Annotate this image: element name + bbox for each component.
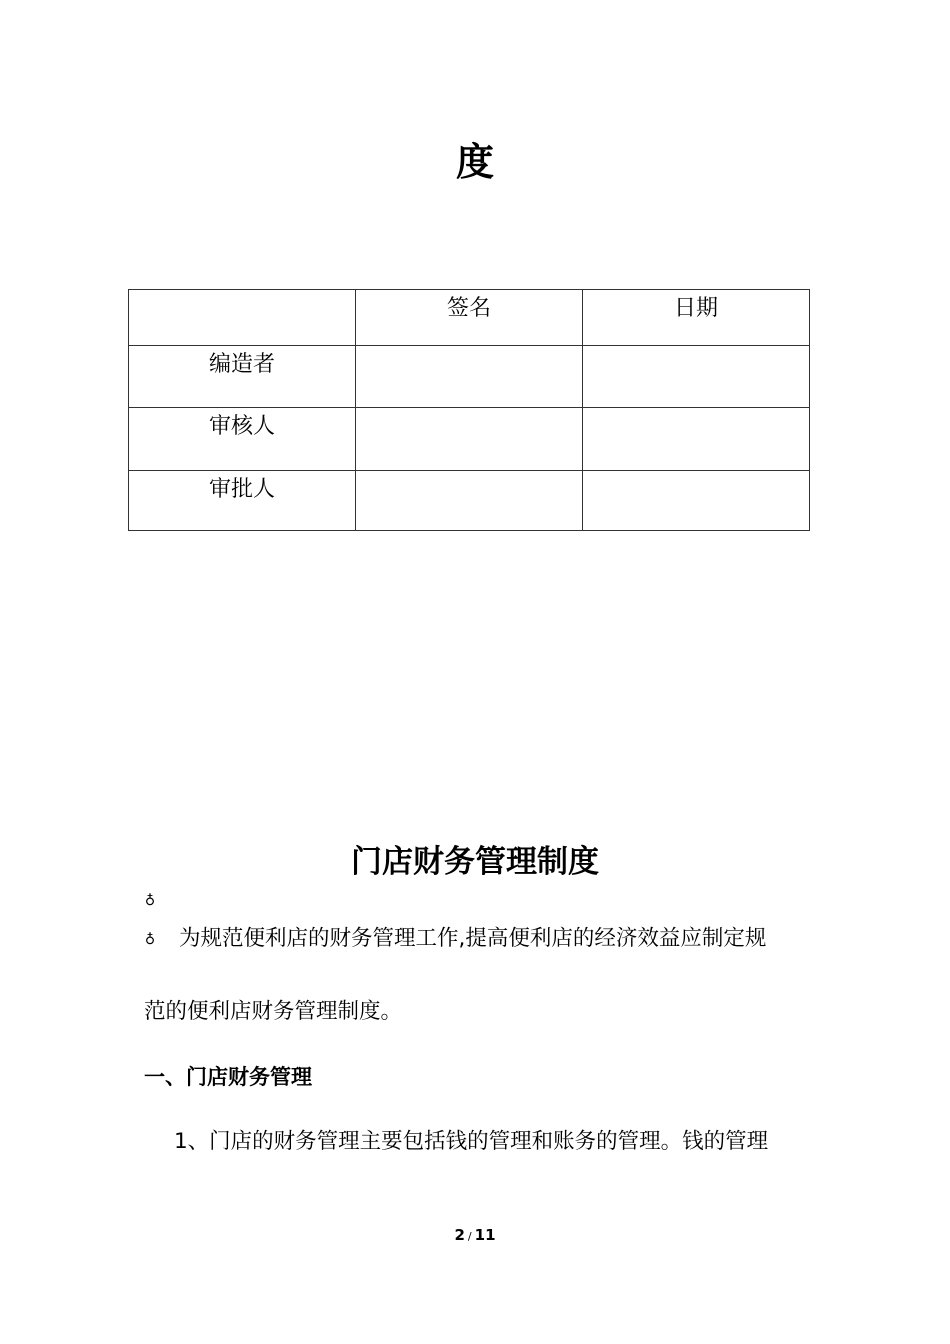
table-header-cell-signature: 签名: [356, 290, 583, 346]
table-header-cell-empty: [129, 290, 356, 346]
table-header-row: [129, 290, 810, 346]
page-current: 2: [454, 1226, 465, 1244]
intro-paragraph-line-2: 范的便利店财务管理制度。: [144, 999, 403, 1024]
page-number: [0, 1225, 950, 1247]
table-header-cell-date: 日期: [583, 290, 810, 346]
signature-cell: [356, 408, 583, 471]
role-cell: 审批人: [129, 471, 356, 531]
page-heading-fragment: 度: [455, 140, 494, 184]
intro-paragraph-line-1: 为规范便利店的财务管理工作,提高便利店的经济效益应制定规: [179, 926, 767, 951]
table-row: [129, 346, 810, 408]
role-cell: 编造者: [129, 346, 356, 408]
bullet-glyph-icon: ♁: [144, 932, 156, 948]
table-row: [129, 408, 810, 471]
role-cell: 审核人: [129, 408, 356, 471]
document-title: 门店财务管理制度: [351, 844, 599, 880]
signature-cell: [356, 346, 583, 408]
section-heading: 一、门店财务管理: [144, 1065, 312, 1089]
page-separator: /: [467, 1230, 472, 1243]
table-row: [129, 471, 810, 531]
bullet-glyph-icon: ♁: [144, 893, 156, 909]
signature-cell: [356, 471, 583, 531]
date-cell: [583, 346, 810, 408]
date-cell: [583, 408, 810, 471]
date-cell: [583, 471, 810, 531]
list-item-line-1: 1、门店的财务管理主要包括钱的管理和账务的管理。钱的管理: [174, 1129, 769, 1154]
page-total: 11: [474, 1226, 496, 1244]
signature-table: [128, 289, 810, 531]
